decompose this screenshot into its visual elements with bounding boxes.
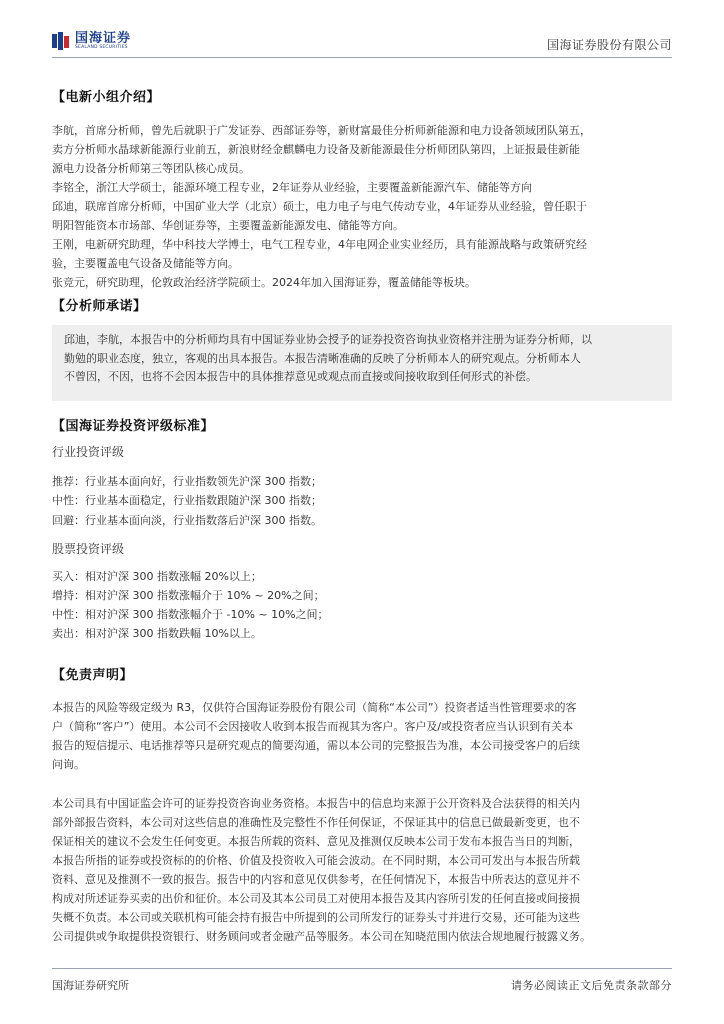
disclaimer-paragraph-1 xyxy=(52,698,672,774)
industry-rating-row: 推荐：行业基本面向好，行业指数领先沪深 300 指数； xyxy=(52,475,322,488)
footer-notice: 请务必阅读正文后免责条款部分 xyxy=(511,979,672,992)
commitment-box xyxy=(52,325,672,401)
disclaimer-line: 构成对所述证券买卖的出价和征价。本公司及其本公司员工对使用本报告及其内容所引发的任何直接或间接损 xyxy=(52,892,580,905)
commitment-line: 不曾因，不因，也将不会因本报告中的具体推荐意见或观点而直接或间接收取到任何形式的补偿。 xyxy=(64,370,537,383)
footer-divider xyxy=(52,968,672,969)
stock-rating-row: 中性：相对沪深 300 指数涨幅介于 -10% ~ 10%之间； xyxy=(52,608,329,621)
team-line: 王刚，电新研究助理，华中科技大学博士，电气工程专业，4年电网企业实业经历，具有能源战略与政策研究经 xyxy=(52,238,587,251)
team-line: 李铭全，浙江大学硕士，能源环境工程专业，2年证券从业经验，主要覆盖新能源汽车、储能等方向 xyxy=(52,181,532,194)
commitment-section-title: 【分析师承诺】 xyxy=(52,299,147,314)
disclaimer-line: 户（简称“客户”）使用。本公司不会因接收人收到本报告而视其为客户。客户及/或投资者应当认识到有关本 xyxy=(52,720,574,733)
team-line: 邱迪，联席首席分析师，中国矿业大学（北京）硕士，电力电子与电气传动专业，4年证券从业经验，曾任职于 xyxy=(52,200,587,213)
disclaimer-line: 公司提供或争取提供投资银行、财务顾问或者金融产品等服务。本公司在知晓范围内依法合规地履行披露义务。 xyxy=(52,930,591,943)
disclaimer-line: 保证相关的建议不会发生任何变更。本报告所载的资料、意见及推测仅反映本公司于发布本报告当日的判断， xyxy=(52,835,580,848)
stock-rating-row: 卖出：相对沪深 300 指数跌幅 10%以上。 xyxy=(52,627,262,640)
logo-mark-icon xyxy=(52,32,70,50)
logo-en-text: SEALAND SECURITIES xyxy=(75,44,128,50)
team-line: 李航，首席分析师，曾先后就职于广发证券、西部证券等，新财富最佳分析师新能源和电力设备领域团队第五， xyxy=(52,124,591,137)
rating-section-title: 【国海证券投资评级标准】 xyxy=(52,419,215,434)
disclaimer-section-title: 【免责声明】 xyxy=(52,668,134,683)
disclaimer-line: 本报告所指的证券或投资标的的价格、价值及投资收入可能会波动。在不同时期，本公司可发出与本报告所载 xyxy=(52,854,580,867)
disclaimer-line: 本报告的风险等级定级为 R3，仅供符合国海证券股份有限公司（简称“本公司”）投资者适当性管理要求的客 xyxy=(52,701,577,714)
team-section-title: 【电新小组介绍】 xyxy=(52,90,161,105)
team-line: 源电力设备分析师第三等团队核心成员。 xyxy=(52,162,250,175)
company-name: 国海证券股份有限公司 xyxy=(546,38,672,52)
team-line: 张竞元，研究助理，伦敦政治经济学院硕士。2024年加入国海证券，覆盖储能等板块。 xyxy=(52,276,476,289)
team-line: 验，主要覆盖电气设备及储能等方向。 xyxy=(52,257,239,270)
team-line: 明阳智能资本市场部、华创证券等，主要覆盖新能源发电、储能等方向。 xyxy=(52,219,404,232)
disclaimer-line: 资料、意见及推测不一致的报告。报告中的内容和意见仅供参考，在任何情况下，本报告中所表达的意见并不 xyxy=(52,873,580,886)
disclaimer-line: 部外部报告资料，本公司对这些信息的准确性及完整性不作任何保证，不保证其中的信息已做最新变更，也不 xyxy=(52,816,580,829)
commitment-line: 勤勉的职业态度，独立，客观的出具本报告。本报告清晰准确的反映了分析师本人的研究观点。分析师本人 xyxy=(64,351,581,365)
team-paragraph xyxy=(52,121,672,292)
commitment-line: 邱迪，李航，本报告中的分析师均具有中国证券业协会授予的证券投资咨询执业资格并注册为证券分析师，以 xyxy=(64,333,592,346)
disclaimer-line: 本公司具有中国证监会许可的证券投资咨询业务资格。本报告中的信息均来源于公开资料及合法获得的相关内 xyxy=(52,797,580,810)
industry-rating-title: 行业投资评级 xyxy=(52,445,125,459)
footer-institute: 国海证券研究所 xyxy=(52,979,129,992)
page-header xyxy=(52,26,672,56)
industry-rating-row: 回避：行业基本面向淡，行业指数落后沪深 300 指数。 xyxy=(52,514,322,527)
stock-rating-row: 增持：相对沪深 300 指数涨幅介于 10% ~ 20%之间； xyxy=(52,589,325,602)
team-line: 卖方分析师水晶球新能源行业前五，新浪财经金麒麟电力设备及新能源最佳分析师团队第四，上证报最佳新能 xyxy=(52,143,580,156)
commitment-text xyxy=(64,331,664,387)
header-divider xyxy=(52,57,672,58)
disclaimer-paragraph-2 xyxy=(52,794,672,946)
stock-rating-row: 买入：相对沪深 300 指数涨幅 20%以上； xyxy=(52,570,262,583)
disclaimer-line: 问询。 xyxy=(52,758,85,771)
disclaimer-line: 报告的短信提示、电话推荐等只是研究观点的简要沟通，需以本公司的完整报告为准，本公司接受客户的后续 xyxy=(52,739,580,752)
company-logo xyxy=(52,30,131,52)
logo-cn-text: 国海证券 xyxy=(75,30,132,46)
disclaimer-line: 失概不负责。本公司或关联机构可能会持有报告中所提到的公司所发行的证券头寸并进行交易，还可能为这些 xyxy=(52,911,580,924)
industry-rating-row: 中性：行业基本面稳定，行业指数跟随沪深 300 指数； xyxy=(52,494,322,507)
stock-rating-title: 股票投资评级 xyxy=(52,542,125,556)
